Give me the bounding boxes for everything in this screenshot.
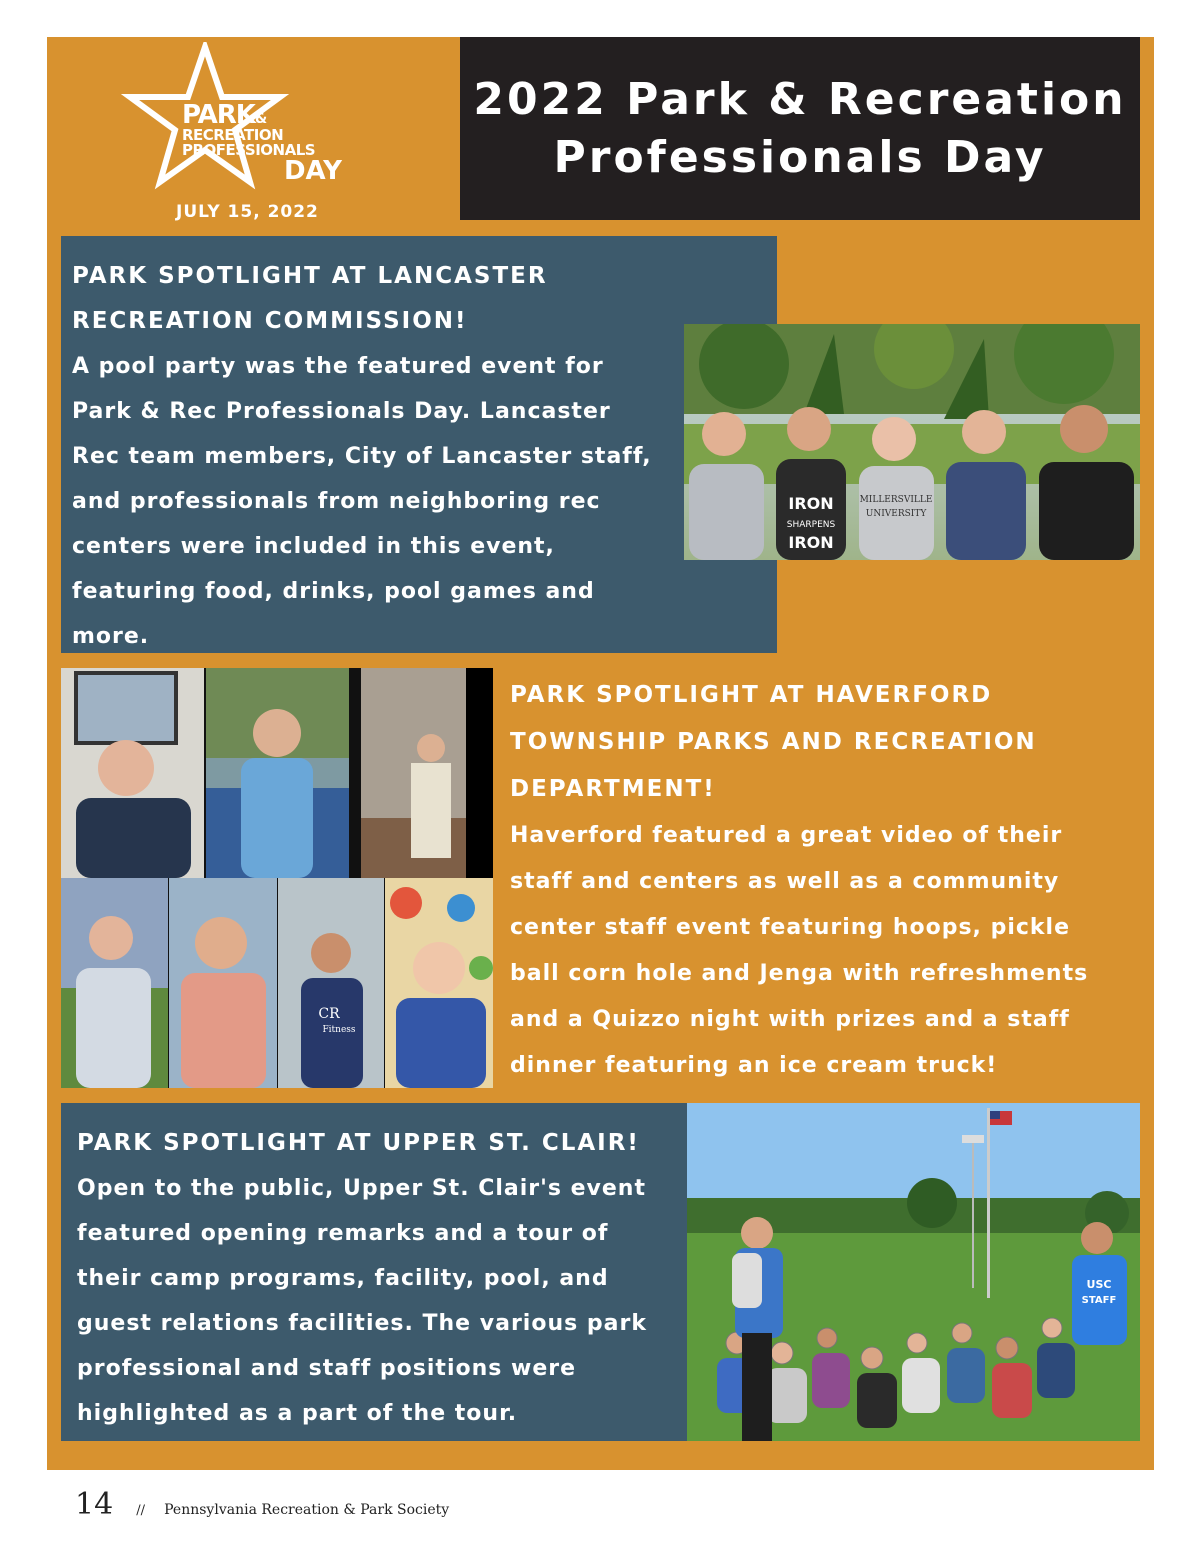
body-line: their camp programs, facility, pool, and [77,1266,609,1291]
event-logo [120,42,360,227]
shirt-text: IRON [788,494,834,513]
publication-name: Pennsylvania Recreation & Park Society [164,1502,450,1518]
shirt-text: USC [1086,1278,1112,1291]
heading-line: DEPARTMENT! [510,776,716,802]
body-line: Rec team members, City of Lancaster staff, [72,444,652,469]
page-number: 14 [75,1487,114,1522]
logo-amp: & [254,111,267,127]
lancaster-group-photo [684,324,1140,560]
haverford-heading [510,672,1130,813]
body-line: guest relations facilities. The various park [77,1311,647,1336]
haverford-video-collage [61,668,493,1088]
body-line: centers were included in this event, [72,534,555,559]
heading-line: TOWNSHIP PARKS AND RECREATION [510,729,1037,755]
heading-line: PARK SPOTLIGHT AT UPPER ST. CLAIR! [77,1130,640,1156]
logo-line1: PARK [182,100,255,130]
upper-st-clair-camp-photo [687,1103,1140,1441]
lancaster-spotlight-box [61,236,777,653]
body-line: and a Quizzo night with prizes and a staff [510,1007,1070,1032]
body-line: dinner featuring an ice cream truck! [510,1053,998,1078]
shirt-text: CR [318,1006,340,1022]
body-line: A pool party was the featured event for [72,354,604,379]
haverford-spotlight [510,672,1130,1089]
body-line: and professionals from neighboring rec [72,489,601,514]
body-line: Park & Rec Professionals Day. Lancaster [72,399,611,424]
footer-separator: // [136,1503,146,1518]
page-title [473,71,1126,187]
logo-date: JULY 15, 2022 [176,202,319,222]
shirt-text: STAFF [1081,1295,1117,1306]
body-line: center staff event featuring hoops, pickle [510,915,1070,940]
haverford-body [510,813,1130,1089]
page-footer [75,1487,449,1522]
shirt-text: Fitness [322,1025,356,1035]
title-line2: Professionals Day [553,131,1047,183]
logo-line4: DAY [283,156,342,186]
body-line: featuring food, drinks, pool games and [72,579,595,604]
lancaster-heading [72,254,777,344]
upper-st-clair-heading [77,1121,687,1166]
lancaster-body [72,344,777,659]
heading-line: PARK SPOTLIGHT AT HAVERFORD [510,682,993,708]
shirt-text: SHARPENS [786,520,836,530]
body-line: Haverford featured a great video of their [510,823,1063,848]
body-line: ball corn hole and Jenga with refreshments [510,961,1089,986]
logo-line3: PROFESSIONALS [182,141,316,159]
body-line: Open to the public, Upper St. Clair's event [77,1176,646,1201]
shirt-text: MILLERSVILLE [859,495,933,505]
body-line: staff and centers as well as a community [510,869,1060,894]
upper-st-clair-spotlight-box [61,1103,687,1441]
upper-st-clair-body [77,1166,687,1436]
body-line: professional and staff positions were [77,1356,577,1381]
shirt-text: UNIVERSITY [865,509,927,519]
heading-line: PARK SPOTLIGHT AT LANCASTER [72,263,548,289]
page-title-box [460,37,1140,220]
title-line1: 2022 Park & Recreation [473,73,1127,125]
body-line: more. [72,624,150,649]
body-line: featured opening remarks and a tour of [77,1221,609,1246]
shirt-text: IRON [788,533,834,552]
heading-line: RECREATION COMMISSION! [72,308,468,334]
logo-line2: RECREATION [182,126,284,144]
body-line: highlighted as a part of the tour. [77,1401,518,1426]
